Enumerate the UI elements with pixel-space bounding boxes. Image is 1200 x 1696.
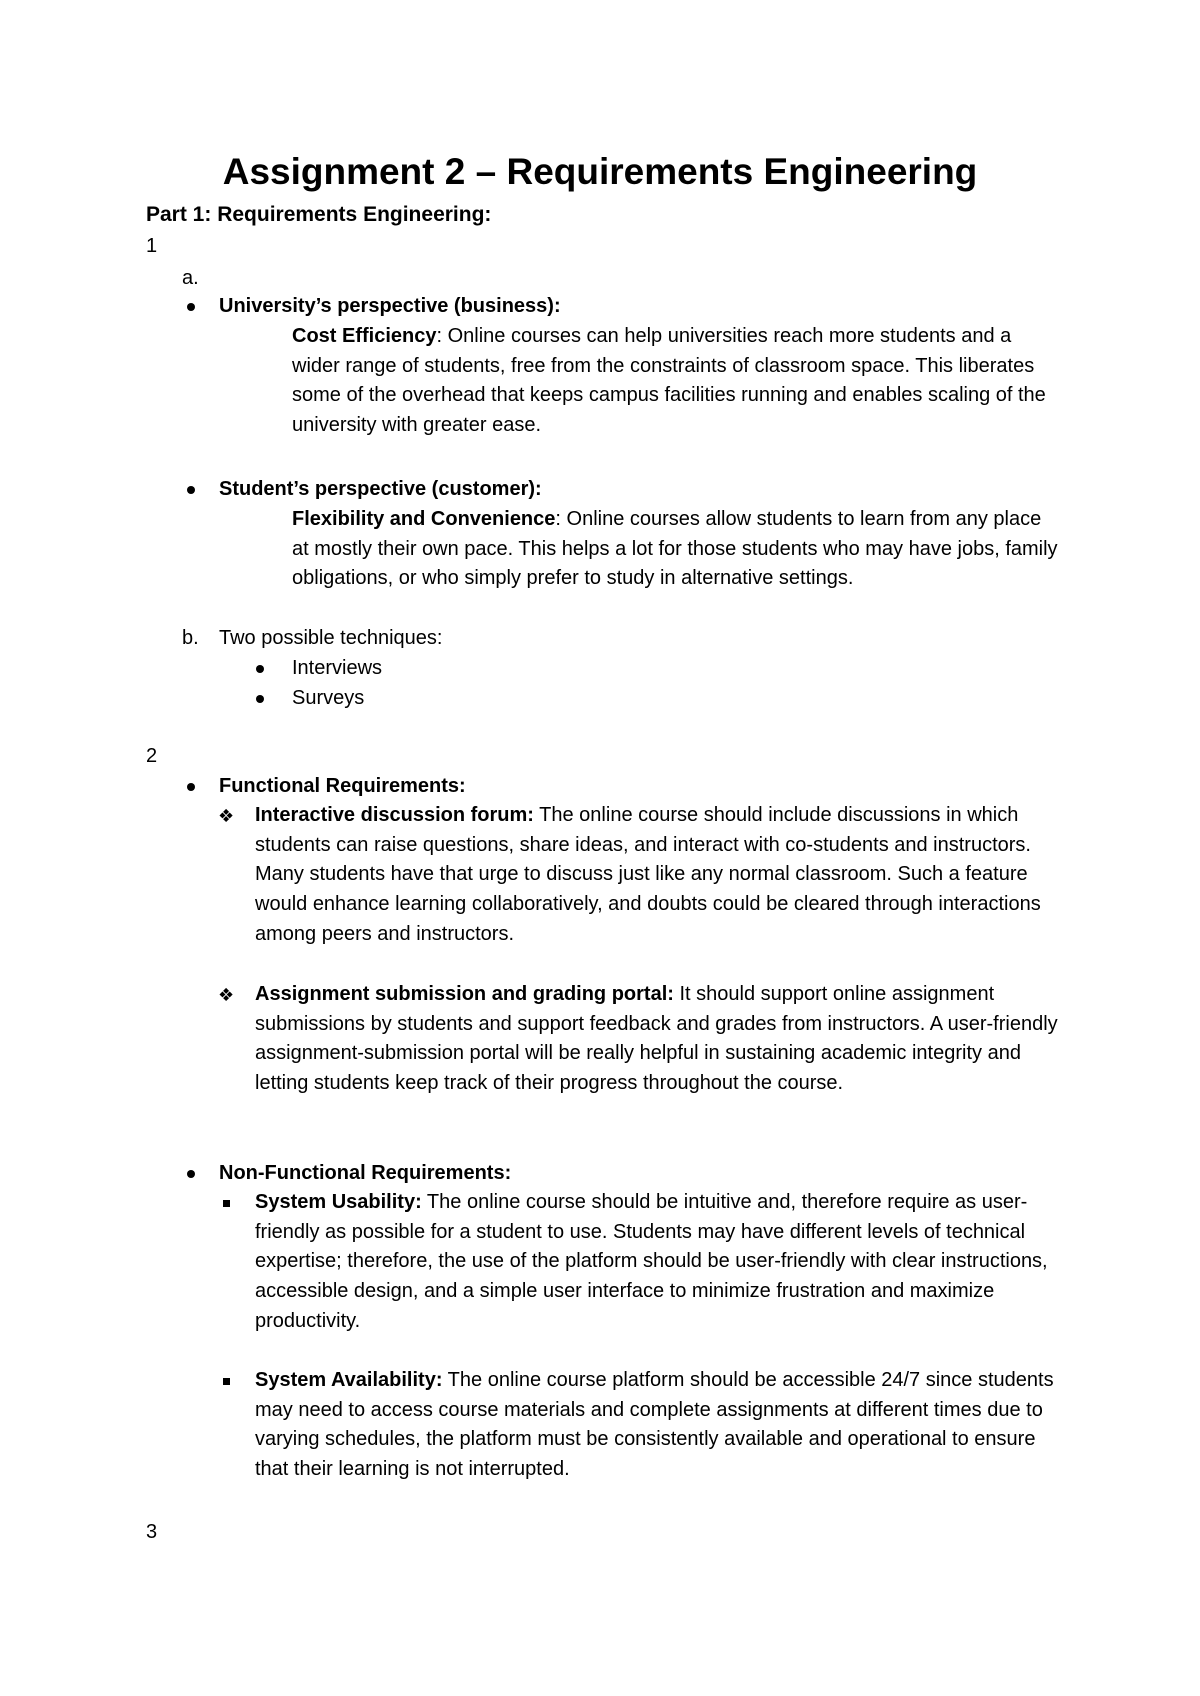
university-perspective-heading: University’s perspective (business): [219,295,561,317]
grading-portal-term: Assignment submission and grading portal: [255,983,674,1005]
bullet-icon [187,1170,195,1178]
technique-item: Interviews [292,657,383,679]
grading-portal-text: It should support online assignment submissions by students and support feedback and grades from instructors. A user-friendly assignment-submission portal will be really helpful in sustaining academic integrity and letting students keep track of their progress throughout the course. [255,983,1058,1095]
bullet-icon [187,783,195,791]
diamond-bullet-icon: ❖ [218,806,235,826]
question-number-2: 2 [146,745,158,767]
availability-term: System Availability: [255,1369,443,1391]
student-perspective-heading: Student’s perspective (customer): [219,478,542,500]
non-functional-requirements-heading: Non-Functional Requirements: [219,1162,512,1184]
bullet-icon [187,303,195,311]
discussion-forum-term: Interactive discussion forum: [255,804,534,826]
usability-term: System Usability: [255,1191,422,1213]
cost-efficiency-text: : Online courses can help universities reach more students and a wider range of students, free from the constraints of classroom space. This liberates some of the overhead that keeps campus facilities running and enables scaling of the university with greater ease. [292,325,1046,437]
square-bullet-icon [223,1200,230,1207]
square-bullet-icon [223,1378,230,1385]
item-label-b: b. [182,627,199,649]
availability-requirement [255,1366,1065,1485]
cost-efficiency-term: Cost Efficiency [292,325,437,347]
question-number-3: 3 [146,1521,158,1543]
usability-requirement [255,1188,1065,1337]
bullet-icon [256,665,264,673]
bullet-icon [187,486,195,494]
student-perspective-paragraph [292,505,1062,594]
part-heading: Part 1: Requirements Engineering: [146,203,492,226]
discussion-forum-text: The online course should include discussions in which students can raise questions, share ideas, and interact with co-students and instructors. Many students have that urge to discuss just like any normal classroom. Such a feature would enhance learning collaboratively, and doubts could be cleared through interactions among peers and instructors. [255,804,1041,945]
flexibility-text: : Online courses allow students to learn from any place at mostly their own pace. This helps a lot for those students who may have jobs, family obligations, or who simply prefer to study in alternative settings. [292,508,1058,590]
item-label-a: a. [182,267,199,289]
discussion-forum-requirement [255,801,1065,950]
technique-item: Surveys [292,687,365,709]
document-title: Assignment 2 – Requirements Engineering [222,151,978,192]
bullet-icon [256,695,264,703]
university-perspective-paragraph [292,322,1062,441]
availability-text: The online course platform should be accessible 24/7 since students may need to access course materials and complete assignments at different times due to varying schedules, the platform must be consistently available and operational to ensure that their learning is not interrupted. [255,1369,1054,1481]
question-number-1: 1 [146,235,158,257]
usability-text: The online course should be intuitive and, therefore require as user-friendly as possible for a student to use. Students may have different levels of technical expertise; therefore, the use of the platform should be user-friendly with clear instructions, accessible design, and a simple user interface to minimize frustration and maximize productivity. [255,1191,1048,1332]
flexibility-term: Flexibility and Convenience [292,508,556,530]
diamond-bullet-icon: ❖ [218,985,235,1005]
techniques-intro: Two possible techniques: [219,627,443,649]
functional-requirements-heading: Functional Requirements: [219,775,466,797]
grading-portal-requirement [255,980,1065,1099]
